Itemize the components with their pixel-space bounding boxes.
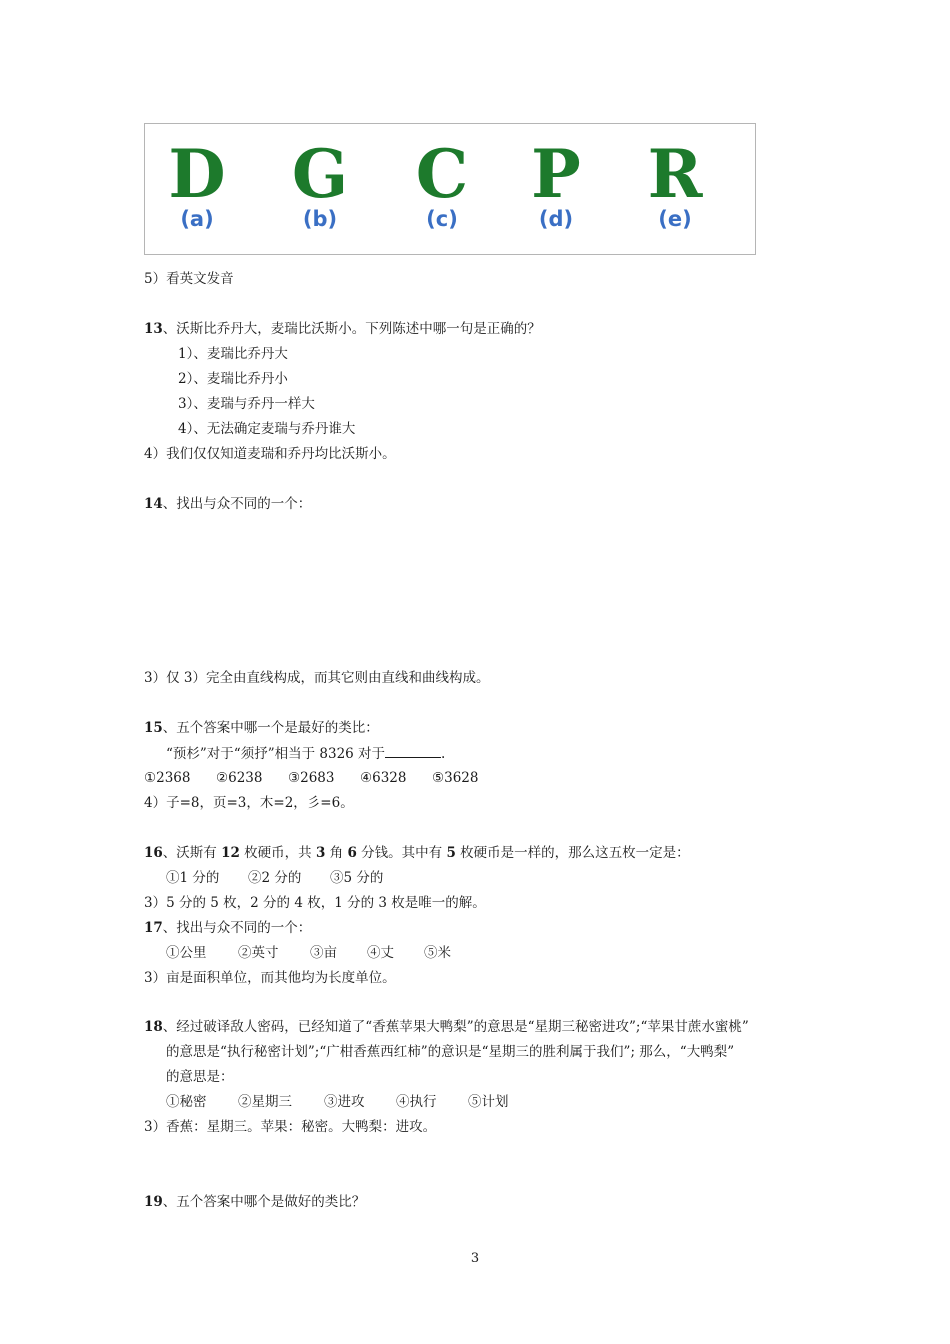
option: ①1 分的 xyxy=(166,870,220,886)
option: 3）、麦瑞与乔丹一样大 xyxy=(178,396,315,412)
question-text: 、找出与众不同的一个： xyxy=(162,496,312,512)
letter-figure xyxy=(144,123,756,255)
question-15 xyxy=(144,719,379,737)
answer-18: 3）香蕉：星期三。苹果：秘密。大鸭梨：进攻。 xyxy=(144,1119,437,1135)
option: ②2 分的 xyxy=(248,870,302,886)
question-14 xyxy=(144,495,311,513)
option: ①公里 xyxy=(166,945,207,961)
question-number: 18 xyxy=(144,1019,163,1035)
option: ②6238 xyxy=(216,770,263,786)
question-19 xyxy=(144,1193,365,1211)
question-18-line-3: 的意思是： xyxy=(166,1069,234,1085)
option: ③进攻 xyxy=(324,1094,365,1110)
option: ④丈 xyxy=(367,945,394,961)
question-text: 、沃斯有 xyxy=(162,845,222,861)
question-text: 、五个答案中哪个是做好的类比？ xyxy=(162,1194,366,1210)
letter-label: (c) xyxy=(426,207,458,231)
answer-15: 4）子=8，页=3，木=2，彡=6。 xyxy=(144,795,354,811)
letter-glyph: C xyxy=(415,135,469,213)
question-text: 、经过破译敌人密码，已经知道了“香蕉苹果大鸭梨”的意思是“星期三秘密进攻”;“苹果甘蔗水蜜桃” xyxy=(162,1019,749,1035)
option: ⑤3628 xyxy=(432,770,479,786)
question-text: 枚硬币是一样的，那么这五枚一定是： xyxy=(455,845,690,861)
question-text: 分钱。其中有 xyxy=(356,845,447,861)
answer-17: 3）亩是面积单位，而其他均为长度单位。 xyxy=(144,970,396,986)
analogy-end: . xyxy=(441,746,446,762)
question-text: 角 xyxy=(325,845,348,861)
question-15-analogy xyxy=(166,744,445,763)
option: 1）、麦瑞比乔丹大 xyxy=(178,346,288,362)
option: ③亩 xyxy=(310,945,337,961)
question-text: 、五个答案中哪一个是最好的类比： xyxy=(162,720,379,736)
page-number: 3 xyxy=(470,1251,480,1266)
letter-glyph: P xyxy=(531,135,581,213)
option: ⑤计划 xyxy=(468,1094,509,1110)
answer-14: 3）仅 3）完全由直线构成，而其它则由直线和曲线构成。 xyxy=(144,670,490,686)
option: ③5 分的 xyxy=(330,870,384,886)
option: ①2368 xyxy=(144,770,191,786)
question-number: 14 xyxy=(144,496,163,512)
question-number: 17 xyxy=(144,920,163,936)
option: ②英寸 xyxy=(238,945,279,961)
letter-label: (d) xyxy=(538,207,574,231)
answer-13: 4）我们仅仅知道麦瑞和乔丹均比沃斯小。 xyxy=(144,446,396,462)
letter-glyph: D xyxy=(168,135,226,213)
question-number: 19 xyxy=(144,1194,163,1210)
letter-label: (e) xyxy=(658,207,692,231)
question-18-line-2: 的意思是“执行秘密计划”;“广柑香蕉西红柿”的意识是“星期三的胜利属于我们”; 那么，“大鸭梨” xyxy=(166,1044,735,1060)
answer-16: 3）5 分的 5 枚，2 分的 4 枚，1 分的 3 枚是唯一的解。 xyxy=(144,895,486,911)
question-18 xyxy=(144,1018,749,1036)
question-number: 15 xyxy=(144,720,163,736)
question-17 xyxy=(144,919,311,937)
question-text: 、沃斯比乔丹大，麦瑞比沃斯小。下列陈述中哪一句是正确的？ xyxy=(162,321,541,337)
question-16 xyxy=(144,844,690,862)
letter-label: (b) xyxy=(302,207,338,231)
jiao-amount: 3 xyxy=(315,845,326,861)
analogy-text: “预杉”对于“须抒”相当于 8326 对于 xyxy=(166,746,386,762)
question-text: 、找出与众不同的一个： xyxy=(162,920,312,936)
option: ②星期三 xyxy=(238,1094,292,1110)
option: ④执行 xyxy=(396,1094,437,1110)
question-number: 16 xyxy=(144,845,163,861)
question-text: 枚硬币，共 xyxy=(239,845,316,861)
question-number: 13 xyxy=(144,321,163,337)
option: ①秘密 xyxy=(166,1094,207,1110)
same-coin-count: 5 xyxy=(446,845,456,861)
answer-5: 5）看英文发音 xyxy=(144,271,234,287)
letter-glyph: G xyxy=(291,135,349,213)
answer-blank xyxy=(385,744,441,758)
question-13 xyxy=(144,320,541,338)
option: 4）、无法确定麦瑞与乔丹谁大 xyxy=(178,421,356,437)
fen-amount: 6 xyxy=(347,845,357,861)
letter-glyph: R xyxy=(647,135,703,213)
option: ③2683 xyxy=(288,770,335,786)
option: 2）、麦瑞比乔丹小 xyxy=(178,371,288,387)
coin-count: 12 xyxy=(221,845,240,861)
option: ④6328 xyxy=(360,770,407,786)
option: ⑤米 xyxy=(424,945,451,961)
letter-label: (a) xyxy=(180,207,214,231)
